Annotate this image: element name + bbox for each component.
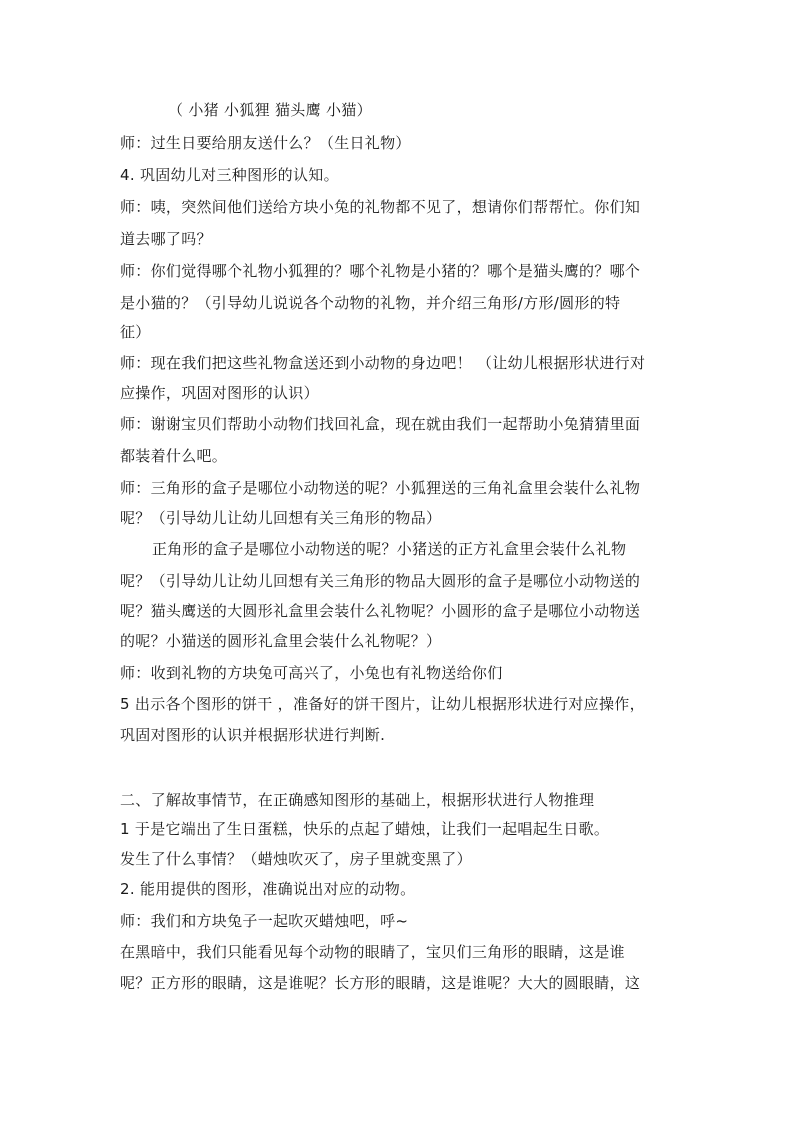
text-line: 发生了什么事情？（蜡烛吹灭了，房子里就变黑了） [120, 850, 472, 868]
text-line: 应操作，巩固对图形的认识） [120, 384, 319, 402]
text-line: 5 出示各个图形的饼干 ，准备好的饼干图片，让幼儿根据形状进行对应操作， [120, 695, 645, 713]
text-line: 4. 巩固幼儿对三种图形的认知。 [120, 166, 339, 184]
text-line: 道去哪了吗？ [120, 230, 212, 248]
text-line: 正角形的盒子是哪位小动物送的呢？小猪送的正方礼盒里会装什么礼物 [152, 540, 627, 558]
text-line: 1 于是它端出了生日蛋糕，快乐的点起了蜡烛，让我们一起唱起生日歌。 [120, 820, 610, 838]
text-line: （ 小猪 小狐狸 猫头鹰 小猫） [168, 101, 372, 119]
text-line: 在黑暗中，我们只能看见每个动物的眼睛了，宝贝们三角形的眼睛，这是谁 [120, 943, 625, 961]
text-line: 师：三角形的盒子是哪位小动物送的呢？小狐狸送的三角礼盒里会装什么礼物 [120, 479, 641, 497]
text-line: 呢？（引导幼儿让幼儿回想有关三角形的物品） [120, 509, 442, 527]
text-line: 的呢？小猫送的圆形礼盒里会装什么礼物呢？） [120, 632, 442, 650]
text-line: 征） [120, 323, 151, 341]
text-line: 师：现在我们把这些礼物盒送还到小动物的身边吧！ （让幼儿根据形状进行对 [120, 354, 646, 372]
text-line: 师：谢谢宝贝们帮助小动物们找回礼盒，现在就由我们一起帮助小兔猜猜里面 [120, 415, 641, 433]
text-line: 都装着什么吧。 [120, 447, 228, 465]
section-heading: 二、了解故事情节，在正确感知图形的基础上，根据形状进行人物推理 [120, 791, 595, 809]
text-line: 呢？正方形的眼睛，这是谁呢？长方形的眼睛，这是谁呢？大大的圆眼睛，这 [120, 974, 641, 992]
text-line: 师：你们觉得哪个礼物小狐狸的？哪个礼物是小猪的？哪个是猫头鹰的？哪个 [120, 262, 641, 280]
text-line: 师：过生日要给朋友送什么？（生日礼物） [120, 134, 411, 152]
text-line: 师：收到礼物的方块兔可高兴了，小兔也有礼物送给你们 [120, 664, 503, 682]
text-line: 2. 能用提供的图形，准确说出对应的动物。 [120, 880, 416, 898]
text-line: 师：我们和方块兔子一起吹灭蜡烛吧，呼~ [120, 912, 409, 930]
text-line: 巩固对图形的认识并根据形状进行判断. [120, 726, 386, 744]
text-line: 呢？猫头鹰送的大圆形礼盒里会装什么礼物呢？小圆形的盒子是哪位小动物送 [120, 602, 641, 620]
text-line: 师：咦，突然间他们送给方块小兔的礼物都不见了，想请你们帮帮忙。你们知 [120, 198, 641, 216]
text-line: 呢？（引导幼儿让幼儿回想有关三角形的物品大圆形的盒子是哪位小动物送的 [120, 572, 641, 590]
text-line: 是小猫的？（引导幼儿说说各个动物的礼物，并介绍三角形/方形/圆形的特 [120, 294, 621, 312]
